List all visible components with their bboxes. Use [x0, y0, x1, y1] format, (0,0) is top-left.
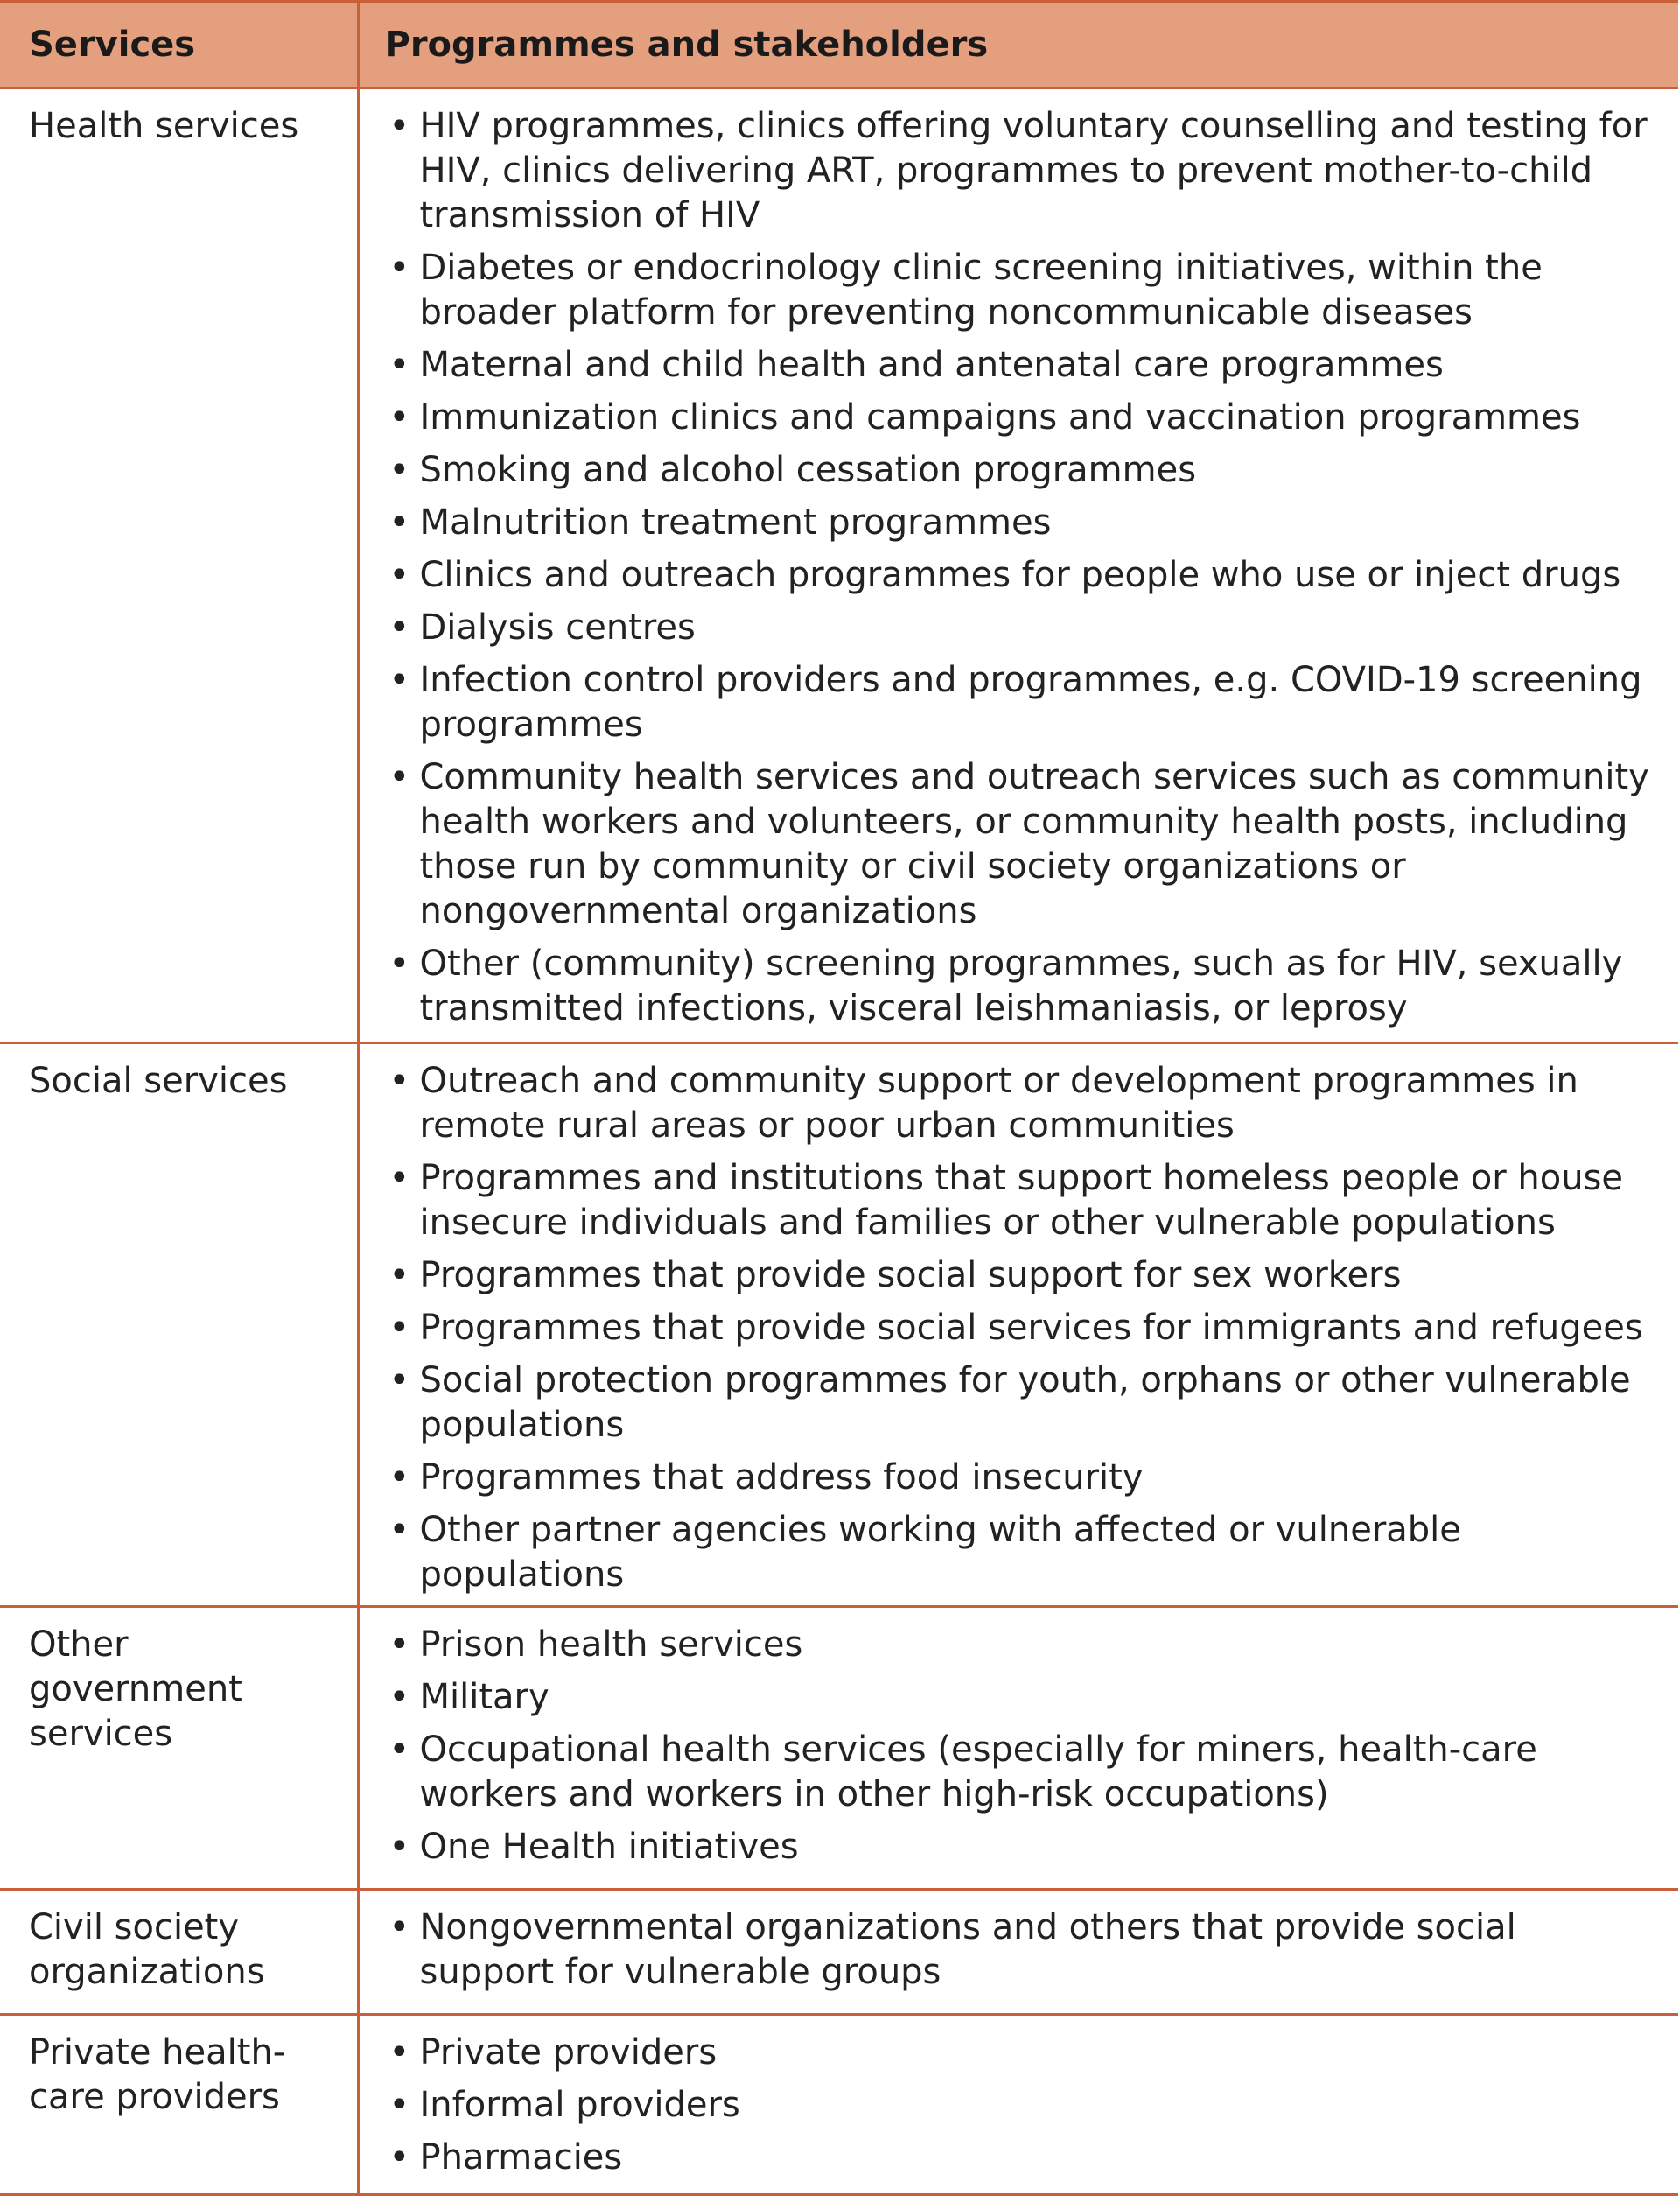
- list-item-text: Diabetes or endocrinology clinic screening initiatives, within the broader platform for preventing noncommunicable diseases: [419, 248, 1543, 333]
- list-item: [386, 553, 1655, 598]
- bullet-icon: •: [388, 607, 410, 648]
- bullet-icon: •: [388, 397, 410, 438]
- bullet-icon: •: [388, 106, 410, 146]
- list-item-text: Malnutrition treatment programmes: [419, 502, 1052, 543]
- table-row: [0, 88, 1678, 1043]
- bullet-icon: •: [388, 1308, 410, 1348]
- bullet-icon: •: [388, 1729, 410, 1770]
- list-item: [386, 1253, 1655, 1298]
- bullet-icon: •: [388, 502, 410, 543]
- list-item: [386, 1728, 1655, 1817]
- bullet-icon: •: [388, 757, 410, 797]
- list-item-text: Nongovernmental organizations and others that provide social support for vulnerable groups: [419, 1907, 1516, 1992]
- bullet-icon: •: [388, 660, 410, 700]
- list-item-text: Infection control providers and programmes, e.g. COVID-19 screening programmes: [419, 660, 1642, 745]
- list-item: [386, 343, 1655, 388]
- bullet-icon: •: [388, 2085, 410, 2125]
- list-item: [386, 246, 1655, 335]
- list-item-text: Programmes that provide social services for immigrants and refugees: [419, 1308, 1643, 1348]
- programme-list: [386, 104, 1655, 1031]
- bullet-icon: •: [388, 944, 410, 984]
- list-item: [386, 606, 1655, 650]
- list-item: [386, 1623, 1655, 1667]
- bullet-icon: •: [388, 1510, 410, 1550]
- list-item: [386, 1059, 1655, 1148]
- programme-list: [386, 1905, 1655, 1995]
- list-item: [386, 1156, 1655, 1245]
- bullet-icon: •: [388, 1907, 410, 1947]
- bullet-icon: •: [388, 1061, 410, 1101]
- service-category: Other government services: [0, 1607, 358, 1890]
- bullet-icon: •: [388, 1624, 410, 1665]
- list-item-text: Private providers: [419, 2032, 718, 2073]
- table-row: [0, 1890, 1678, 2015]
- list-item: [386, 448, 1655, 493]
- table-row: [0, 1607, 1678, 1890]
- header-programmes: Programmes and stakeholders: [358, 2, 1678, 88]
- list-item-text: Clinics and outreach programmes for people who use or inject drugs: [419, 555, 1621, 595]
- list-item: [386, 1358, 1655, 1448]
- header-row: [0, 2, 1678, 88]
- list-item: [386, 1675, 1655, 1720]
- list-item: [386, 501, 1655, 545]
- list-item-text: Pharmacies: [419, 2137, 623, 2178]
- table-body: [0, 88, 1678, 2195]
- bullet-icon: •: [388, 1827, 410, 1867]
- bullet-icon: •: [388, 1457, 410, 1498]
- list-item-text: Informal providers: [419, 2085, 740, 2125]
- table-row: [0, 1043, 1678, 1607]
- list-item-text: Outreach and community support or development programmes in remote rural areas or poor urban communities: [419, 1061, 1578, 1146]
- bullet-icon: •: [388, 555, 410, 595]
- bullet-icon: •: [388, 450, 410, 490]
- list-item: [386, 942, 1655, 1031]
- programme-list: [386, 1623, 1655, 1870]
- list-item: [386, 1825, 1655, 1870]
- list-item: [386, 2031, 1655, 2075]
- service-category: Civil society organizations: [0, 1890, 358, 2015]
- programme-list: [386, 2031, 1655, 2180]
- list-item: [386, 396, 1655, 440]
- table-row: [0, 2015, 1678, 2195]
- bullet-icon: •: [388, 1677, 410, 1717]
- bullet-icon: •: [388, 1255, 410, 1295]
- list-item-text: Occupational health services (especially for miners, health-care workers and workers in other high-risk occupations): [419, 1729, 1537, 1814]
- list-item: [386, 1456, 1655, 1500]
- programme-list: [386, 1059, 1655, 1597]
- bullet-icon: •: [388, 345, 410, 385]
- list-item-text: One Health initiatives: [419, 1827, 799, 1867]
- list-item-text: Programmes and institutions that support homeless people or house insecure individuals and families or other vulnerable populations: [419, 1158, 1623, 1243]
- list-item: [386, 104, 1655, 238]
- list-item-text: Programmes that address food insecurity: [419, 1457, 1144, 1498]
- list-item-text: Other partner agencies working with affected or vulnerable populations: [419, 1510, 1461, 1595]
- programmes-cell: [358, 1890, 1678, 2015]
- service-category: Social services: [0, 1043, 358, 1607]
- list-item-text: Dialysis centres: [419, 607, 696, 648]
- service-category: Health services: [0, 88, 358, 1043]
- list-item-text: Maternal and child health and antenatal care programmes: [419, 345, 1444, 385]
- list-item-text: Smoking and alcohol cessation programmes: [419, 450, 1197, 490]
- list-item-text: Community health services and outreach services such as community health workers and volunteers, or community health posts, including those run by community or civil society organizations or nongovernmental organizations: [419, 757, 1649, 931]
- programmes-cell: [358, 1607, 1678, 1890]
- list-item: [386, 1905, 1655, 1995]
- list-item-text: Social protection programmes for youth, orphans or other vulnerable populations: [419, 1360, 1631, 1445]
- list-item-text: Immunization clinics and campaigns and vaccination programmes: [419, 397, 1581, 438]
- bullet-icon: •: [388, 1158, 410, 1198]
- list-item-text: Military: [419, 1677, 550, 1717]
- list-item: [386, 2083, 1655, 2128]
- list-item: [386, 1306, 1655, 1351]
- bullet-icon: •: [388, 248, 410, 288]
- table-header: [0, 2, 1678, 88]
- programmes-cell: [358, 2015, 1678, 2195]
- list-item-text: HIV programmes, clinics offering voluntary counselling and testing for HIV, clinics delivering ART, programmes to prevent mother-to-child transmission of HIV: [419, 106, 1648, 235]
- bullet-icon: •: [388, 1360, 410, 1400]
- list-item: [386, 1508, 1655, 1597]
- service-category: Private health-care providers: [0, 2015, 358, 2195]
- bullet-icon: •: [388, 2032, 410, 2073]
- list-item-text: Prison health services: [419, 1624, 803, 1665]
- programmes-cell: [358, 1043, 1678, 1607]
- list-item-text: Other (community) screening programmes, such as for HIV, sexually transmitted infections, visceral leishmaniasis, or leprosy: [419, 944, 1623, 1028]
- bullet-icon: •: [388, 2137, 410, 2178]
- header-services: Services: [0, 2, 358, 88]
- programmes-cell: [358, 88, 1678, 1043]
- list-item-text: Programmes that provide social support for sex workers: [419, 1255, 1402, 1295]
- list-item: [386, 658, 1655, 747]
- list-item: [386, 755, 1655, 934]
